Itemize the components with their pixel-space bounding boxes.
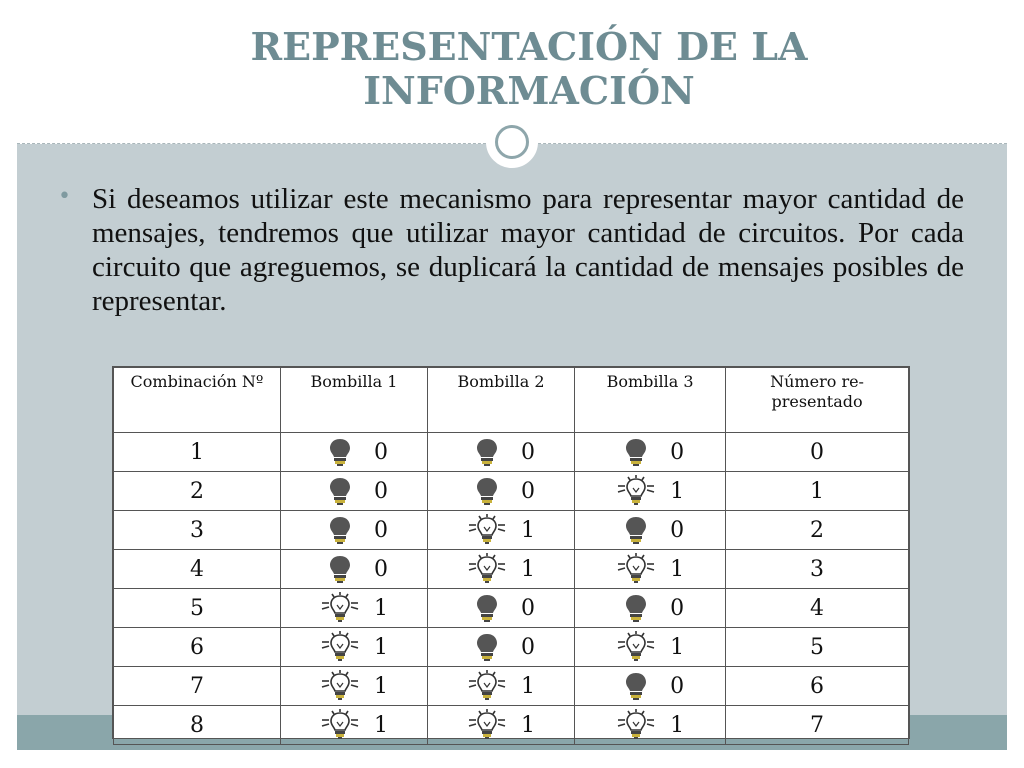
lightbulb-on-icon: [320, 670, 360, 702]
lightbulb-off-icon: [616, 592, 656, 624]
bulb-3-cell: [575, 706, 726, 745]
combination-number-cell: 6: [114, 628, 281, 667]
bulb-3-cell: [575, 628, 726, 667]
represented-number-cell: 6: [726, 667, 909, 706]
header-bombilla-1: Bombilla 1: [280, 368, 427, 433]
circle-ornament-icon: [486, 116, 538, 168]
bulb-3-cell: [575, 511, 726, 550]
lightbulb-off-icon: [467, 436, 507, 468]
lightbulb-on-icon: [467, 709, 507, 741]
bulb-state-value: 1: [373, 634, 388, 660]
bulb-state-value: 1: [521, 556, 536, 582]
bulb-state-value: 0: [521, 634, 536, 660]
bulb-state-value: 1: [373, 595, 388, 621]
lightbulb-on-icon: [320, 631, 360, 663]
bulb-table-container: [112, 366, 910, 739]
bulb-2-cell: [428, 628, 575, 667]
slide-title: [34, 25, 1024, 113]
lightbulb-off-icon: [320, 436, 360, 468]
table-row: [114, 472, 909, 511]
combination-number-cell: 2: [114, 472, 281, 511]
bulb-state-value: 0: [373, 478, 388, 504]
bulb-2-cell: [428, 433, 575, 472]
lightbulb-on-icon: [320, 592, 360, 624]
lightbulb-on-icon: [616, 553, 656, 585]
bulb-3-cell: [575, 433, 726, 472]
bulb-3-cell: [575, 667, 726, 706]
combination-number-cell: 3: [114, 511, 281, 550]
bulb-2-cell: [428, 589, 575, 628]
bulb-state-value: 0: [373, 517, 388, 543]
bulb-state-value: 1: [373, 673, 388, 699]
represented-number-cell: 1: [726, 472, 909, 511]
lightbulb-off-icon: [320, 475, 360, 507]
bulb-1-cell: [280, 628, 427, 667]
header-bombilla-3: Bombilla 3: [575, 368, 726, 433]
table-row: [114, 706, 909, 745]
title-line-2: INFORMACIÓN: [363, 68, 695, 113]
lightbulb-off-icon: [320, 514, 360, 546]
lightbulb-on-icon: [467, 553, 507, 585]
represented-number-cell: 3: [726, 550, 909, 589]
ornament-ring: [495, 125, 529, 159]
lightbulb-off-icon: [616, 670, 656, 702]
bulb-2-cell: [428, 706, 575, 745]
bullet-item: [58, 182, 964, 318]
bulb-2-cell: [428, 472, 575, 511]
bulb-state-value: 0: [670, 673, 685, 699]
bulb-state-value: 0: [373, 439, 388, 465]
bullet-dot-icon: •: [58, 184, 71, 209]
combination-number-cell: 5: [114, 589, 281, 628]
bulb-2-cell: [428, 550, 575, 589]
combination-number-cell: 8: [114, 706, 281, 745]
represented-number-cell: 5: [726, 628, 909, 667]
header-combinacion: Combinación Nº: [114, 368, 281, 433]
represented-number-cell: 2: [726, 511, 909, 550]
represented-number-cell: 0: [726, 433, 909, 472]
combination-number-cell: 4: [114, 550, 281, 589]
lightbulb-off-icon: [467, 592, 507, 624]
represented-number-cell: 4: [726, 589, 909, 628]
represented-number-cell: 7: [726, 706, 909, 745]
bulb-state-value: 1: [373, 712, 388, 738]
lightbulb-on-icon: [467, 670, 507, 702]
table-row: [114, 628, 909, 667]
bullet-text: Si deseamos utilizar este mecanismo para representar mayor cantidad de mensajes, tendremos que utilizar mayor cantidad de circuitos. Por cada circuito que agreguemos, se duplicará la cantidad de mensajes posibles de representar.: [92, 183, 964, 317]
bulb-2-cell: [428, 667, 575, 706]
bulb-state-value: 1: [521, 712, 536, 738]
bulb-state-value: 1: [670, 556, 685, 582]
bulb-state-value: 0: [670, 595, 685, 621]
table-header-row: [114, 368, 909, 433]
bulb-2-cell: [428, 511, 575, 550]
lightbulb-off-icon: [320, 553, 360, 585]
bulb-1-cell: [280, 550, 427, 589]
table-row: [114, 550, 909, 589]
lightbulb-on-icon: [616, 631, 656, 663]
table-row: [114, 667, 909, 706]
header-numero: Número re-presentado: [726, 368, 909, 433]
bulb-1-cell: [280, 472, 427, 511]
lightbulb-on-icon: [616, 475, 656, 507]
bulb-state-value: 1: [670, 634, 685, 660]
lightbulb-off-icon: [616, 436, 656, 468]
lightbulb-off-icon: [467, 475, 507, 507]
bulb-3-cell: [575, 550, 726, 589]
combination-number-cell: 1: [114, 433, 281, 472]
bulb-3-cell: [575, 472, 726, 511]
bulb-1-cell: [280, 433, 427, 472]
bulb-combinations-table: [113, 367, 909, 745]
table-row: [114, 433, 909, 472]
lightbulb-off-icon: [616, 514, 656, 546]
lightbulb-on-icon: [320, 709, 360, 741]
bulb-state-value: 1: [670, 712, 685, 738]
bulb-state-value: 1: [670, 478, 685, 504]
bulb-1-cell: [280, 667, 427, 706]
bulb-state-value: 0: [521, 439, 536, 465]
bulb-state-value: 0: [670, 517, 685, 543]
bulb-1-cell: [280, 511, 427, 550]
combination-number-cell: 7: [114, 667, 281, 706]
lightbulb-off-icon: [467, 631, 507, 663]
bulb-state-value: 0: [521, 478, 536, 504]
bulb-state-value: 0: [521, 595, 536, 621]
title-line-1: REPRESENTACIÓN DE LA: [250, 24, 808, 69]
bulb-state-value: 1: [521, 673, 536, 699]
bulb-3-cell: [575, 589, 726, 628]
header-bombilla-2: Bombilla 2: [428, 368, 575, 433]
bulb-1-cell: [280, 589, 427, 628]
lightbulb-on-icon: [467, 514, 507, 546]
bulb-state-value: 0: [670, 439, 685, 465]
bulb-1-cell: [280, 706, 427, 745]
table-row: [114, 511, 909, 550]
bulb-state-value: 1: [521, 517, 536, 543]
bulb-state-value: 0: [373, 556, 388, 582]
table-row: [114, 589, 909, 628]
lightbulb-on-icon: [616, 709, 656, 741]
